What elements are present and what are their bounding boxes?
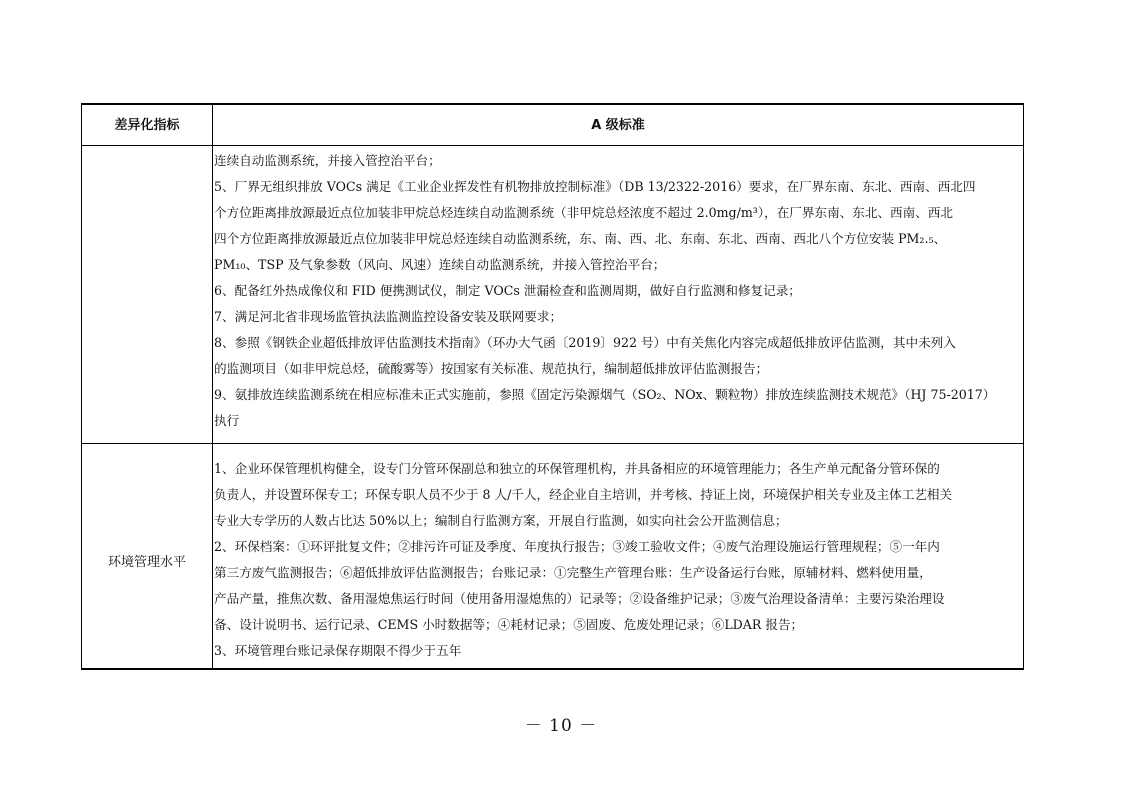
- row1-line: 个方位距离排放源最近点位加装非甲烷总烃连续自动监测系统（非甲烷总烃浓度不超过 2.0mg/m³），在厂界东南、东北、西南、西北: [214, 205, 954, 220]
- row1-line: PM₁₀、TSP 及气象参数（风向、风速）连续自动监测系统，并接入管控治平台；: [214, 257, 666, 272]
- row2-line: 3、环境管理台账记录保存期限不得少于五年: [214, 643, 462, 658]
- row2-line: 2、环保档案：①环评批复文件；②排污许可证及季度、年度执行报告；③竣工验收文件；④废气治理设施运行管理规程；⑤一年内: [214, 539, 940, 554]
- row2-line: 1、企业环保管理机构健全，设专门分管环保副总和独立的环保管理机构，并具备相应的环境管理能力；各生产单元配备分管环保的: [214, 461, 940, 476]
- row1-line: 9、氨排放连续监测系统在相应标准未正式实施前，参照《固定污染源烟气（SO₂、NOx、颗粒物）排放连续监测技术规范》（HJ 75-2017）: [214, 387, 996, 402]
- column-divider: [212, 105, 213, 668]
- row1-line: 的监测项目（如非甲烷总烃，硫酸雾等）按国家有关标准、规范执行，编制超低排放评估监测报告；: [214, 361, 769, 376]
- row1-line: 8、参照《钢铁企业超低排放评估监测技术指南》（环办大气函〔2019〕922 号）中有关焦化内容完成超低排放评估监测，其中未列入: [214, 335, 956, 350]
- row2-line: 第三方废气监测报告；⑥超低排放评估监测报告；台账记录：①完整生产管理台账：生产设备运行台账，原辅材料、燃料使用量，: [214, 565, 932, 580]
- row2-line: 备、设计说明书、运行记录、CEMS 小时数据等；④耗材记录；⑤固废、危废处理记录；⑥LDAR 报告；: [214, 617, 804, 632]
- row2-standard-cell: [214, 456, 1024, 664]
- row1-line: 四个方位距离排放源最近点位加装非甲烷总烃连续自动监测系统，东、南、西、北、东南、东北、西南、西北八个方位安装 PM₂.₅、: [214, 231, 947, 246]
- row1-line: 6、配备红外热成像仪和 FID 便携测试仪，制定 VOCs 泄漏检查和监测周期，做好自行监测和修复记录；: [214, 283, 801, 298]
- header-row-divider: [82, 145, 1023, 146]
- row2-indicator-label: 环境管理水平: [107, 555, 186, 570]
- standards-table: [81, 103, 1024, 670]
- row2-line: 专业大专学历的人数占比达 50%以上；编制自行监测方案，开展自行监测，如实向社会公开监测信息；: [214, 513, 788, 528]
- page-number: － 10 －: [524, 716, 598, 736]
- row1-line: 7、满足河北省非现场监管执法监测监控设备安装及联网要求；: [214, 309, 563, 324]
- header-indicator: 差异化指标: [114, 118, 180, 133]
- row1-line: 5、厂界无组织排放 VOCs 满足《工业企业挥发性有机物排放控制标准》（DB 13/2322-2016）要求，在厂界东南、东北、西南、西北四: [214, 179, 976, 194]
- row1-standard-cell: [214, 148, 1024, 434]
- row2-line: 产品产量，推焦次数、备用湿熄焦运行时间（使用备用湿熄焦的）记录等；②设备维护记录；③废气治理设备清单：主要污染治理设: [214, 591, 945, 606]
- row1-line: 执行: [214, 413, 240, 428]
- row-divider: [82, 443, 1023, 444]
- header-a-level-standard: A 级标准: [591, 118, 645, 133]
- row1-line: 连续自动监测系统，并接入管控治平台；: [214, 153, 441, 168]
- row2-line: 负责人，并设置环保专工；环保专职人员不少于 8 人/千人，经企业自主培训，并考核、持证上岗，环境保护相关专业及主体工艺相关: [214, 487, 953, 502]
